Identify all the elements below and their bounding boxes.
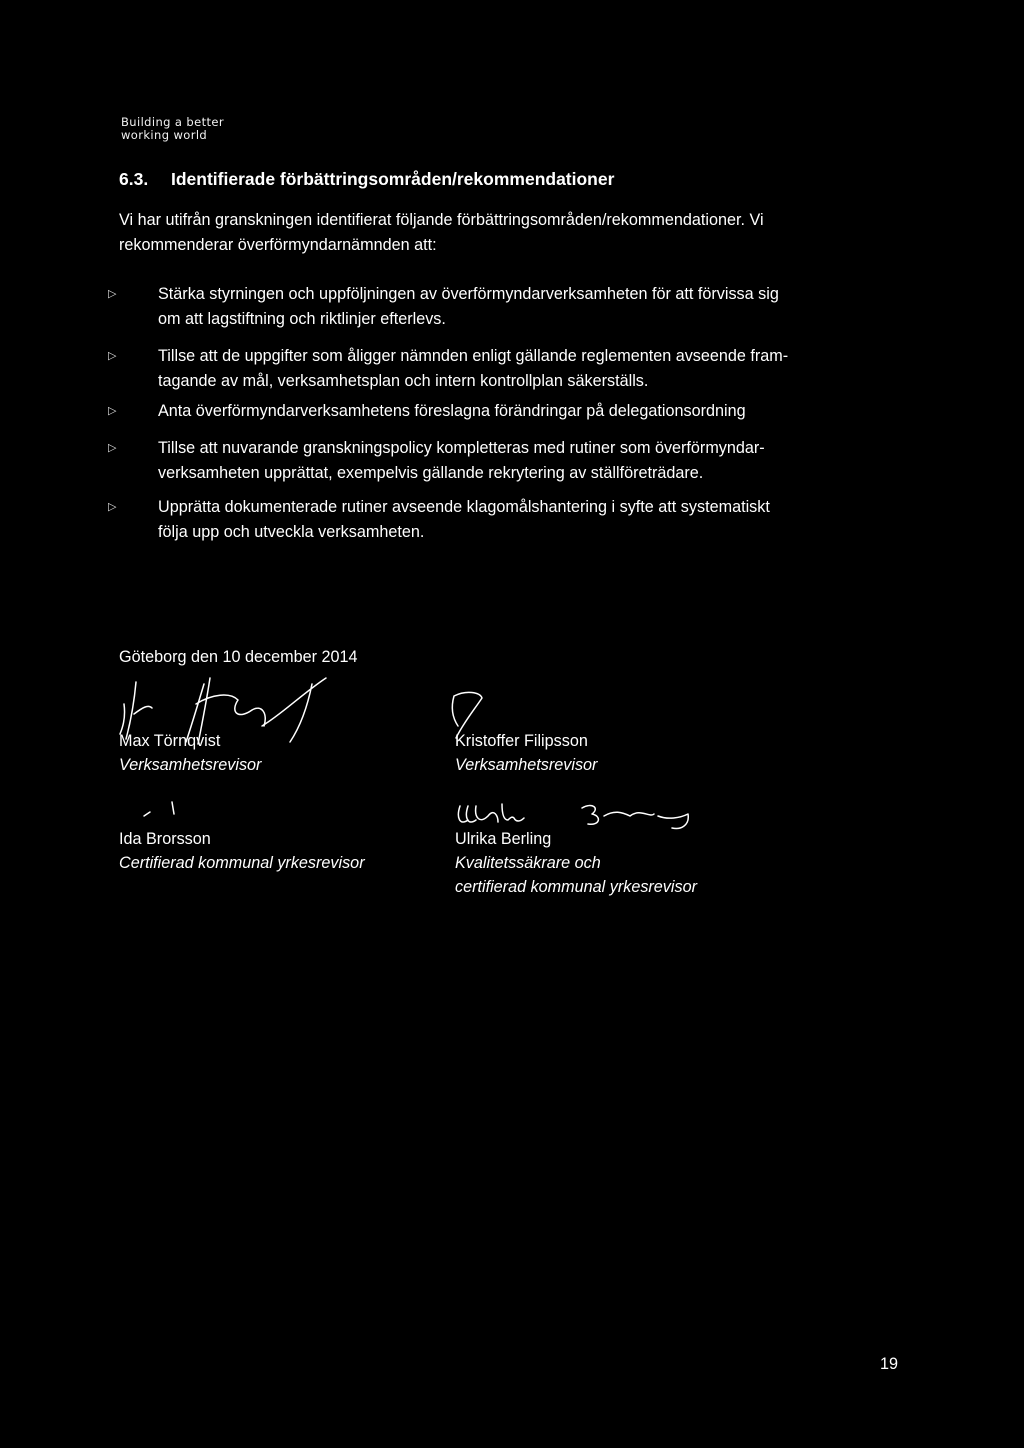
arrow-bullet-icon: ▷: [108, 405, 117, 417]
list-item-line: tagande av mål, verksamhetsplan och intern kontrollplan säkerställs.: [158, 372, 649, 390]
signatory-block: [119, 729, 261, 777]
section-heading: [119, 169, 919, 190]
list-item-line: Upprätta dokumenterade rutiner avseende klagomålshantering i syfte att systematiskt: [158, 498, 770, 516]
arrow-bullet-icon: ▷: [108, 501, 117, 513]
signatory-role: Kvalitetssäkrare och: [455, 854, 601, 872]
arrow-bullet-icon: ▷: [108, 350, 117, 362]
signatory-name: Ida Brorsson: [119, 830, 211, 848]
list-item-line: Tillse att nuvarande granskningspolicy kompletteras med rutiner som överförmyndar-: [158, 439, 765, 457]
list-item-line: följa upp och utveckla verksamheten.: [158, 523, 425, 541]
list-item-line: Stärka styrningen och uppföljningen av överförmyndarverksamheten för att förvissa sig: [158, 285, 779, 303]
place-and-date: Göteborg den 10 december 2014: [119, 648, 358, 666]
signatory-role: Certifierad kommunal yrkesrevisor: [119, 854, 365, 872]
signatory-role-continued: certifierad kommunal yrkesrevisor: [455, 878, 697, 896]
signatory-block: [455, 729, 597, 777]
intro-paragraph: [119, 208, 909, 258]
brand-line-2: working world: [121, 128, 208, 142]
list-item-line: Tillse att de uppgifter som åligger nämnden enligt gällande reglementen avseende fram-: [158, 347, 789, 365]
brand-line-1: Building a better: [121, 115, 225, 129]
signatory-role: Verksamhetsrevisor: [119, 756, 262, 774]
signatory-name: Kristoffer Filipsson: [455, 732, 588, 750]
section-number: 6.3.: [119, 169, 149, 189]
intro-line-1: Vi har utifrån granskningen identifierat följande förbättringsområden/rekommendationer. Vi: [119, 211, 764, 229]
list-item-line: verksamheten upprättat, exempelvis gällande rekrytering av ställföreträdare.: [158, 464, 704, 482]
signatory-name: Max Törnqvist: [119, 732, 221, 750]
arrow-bullet-icon: ▷: [108, 442, 117, 454]
signatory-role: Verksamhetsrevisor: [455, 756, 598, 774]
list-item-line: Anta överförmyndarverksamhetens föreslagna förändringar på delegationsordning: [158, 402, 746, 420]
signatory-block: [119, 827, 365, 875]
list-item-line: om att lagstiftning och riktlinjer efterlevs.: [158, 310, 446, 328]
arrow-bullet-icon: ▷: [108, 288, 117, 300]
intro-line-2: rekommenderar överförmyndarnämnden att:: [119, 236, 437, 254]
signatory-name: Ulrika Berling: [455, 830, 552, 848]
section-title: Identifierade förbättringsområden/rekommendationer: [171, 169, 615, 189]
signatory-block: [455, 827, 697, 899]
page-number: 19: [880, 1355, 899, 1373]
brand-logo-text: [121, 116, 224, 142]
signature-ida-brorsson: [140, 798, 190, 822]
